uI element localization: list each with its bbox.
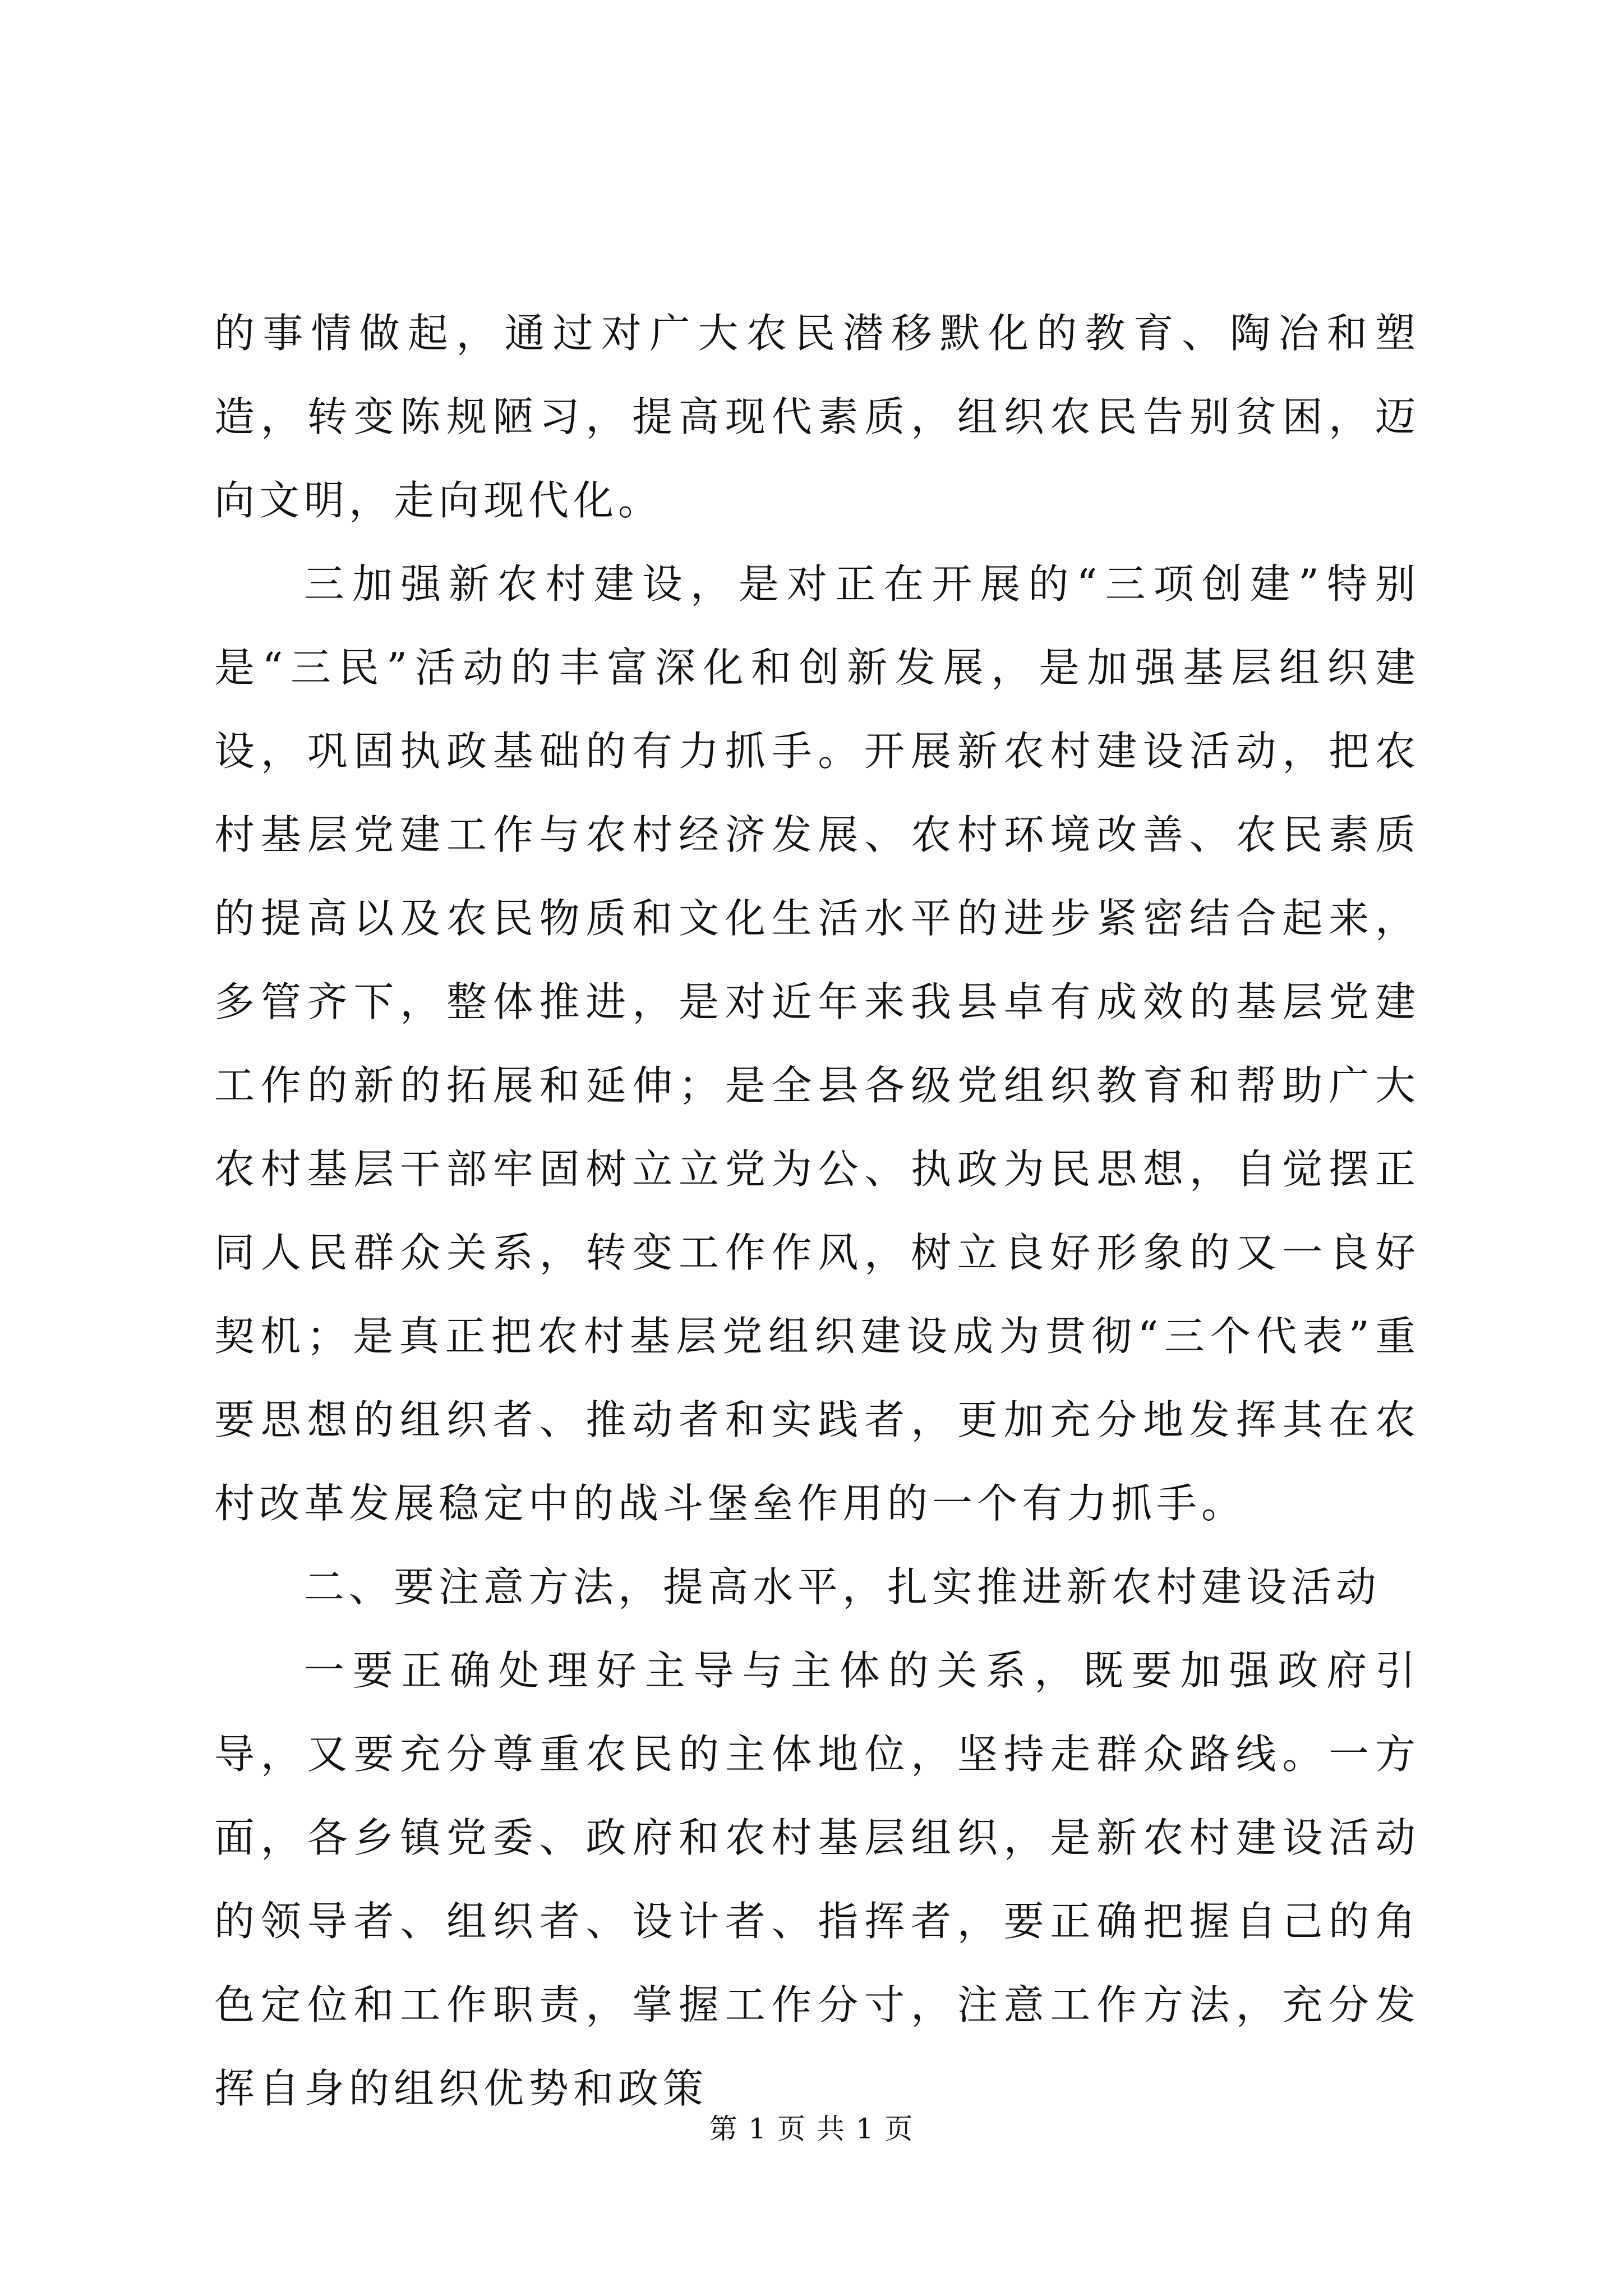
page-footer: 第 1 页 共 1 页 [709,2113,914,2145]
paragraph-first-point: 一要正确处理好主导与主体的关系，既要加强政府引导，又要充分尊重农民的主体地位，坚持走群众路线。一方面，各乡镇党委、政府和农村基层组织，是新农村建设活动的领导者、组织者、设计者、指挥者，要正确把握自己的角色定位和工作职责，掌握工作分寸，注意工作方法，充分发挥自身的组织优势和政策 [214,1647,1420,2112]
paragraph-continued: 的事情做起，通过对广大农民潜移默化的教育、陶冶和塑造，转变陈规陋习，提高现代素质，组织农民告别贫困，迈向文明，走向现代化。 [214,310,1420,524]
document-body [214,292,1420,2131]
section-heading: 二、要注意方法，提高水平，扎实推进新农村建设活动 [304,1563,1381,1611]
paragraph-third-point: 三加强新农村建设，是对正在开展的“三项创建”特别是“三民”活动的丰富深化和创新发展，是加强基层组织建设，巩固执政基础的有力抓手。开展新农村建设活动，把农村基层党建工作与农村经济发展、农村环境改善、农民素质的提高以及农民物质和文化生活水平的进步紧密结合起来，多管齐下，整体推进，是对近年来我县卓有成效的基层党建工作的新的拓展和延伸；是全县各级党组织教育和帮助广大农村基层干部牢固树立立党为公、执政为民思想，自觉摆正同人民群众关系，转变工作作风，树立良好形象的又一良好契机；是真正把农村基层党组织建设成为贯彻“三个代表”重要思想的组织者、推动者和实践者，更加充分地发挥其在农村改革发展稳定中的战斗堡垒作用的一个有力抓手。 [214,560,1420,1527]
